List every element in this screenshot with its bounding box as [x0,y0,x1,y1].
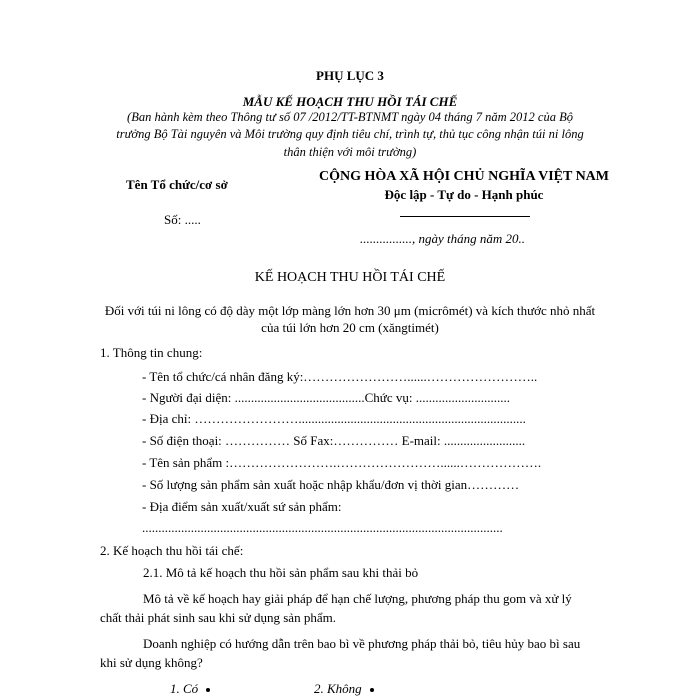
org-name-label: Tên Tổ chức/cơ sở [126,177,228,192]
field-address: - Địa chỉ: ……………………...................................................................... [142,411,526,426]
subject-line-2: của túi lớn hơn 20 cm (xăngtimét) [261,320,439,335]
section-2-heading: 2. Kế hoạch thu hồi tái chế: [100,543,244,558]
section-1-heading: 1. Thông tin chung: [100,345,203,360]
field-phone-fax-email: - Số điện thoại: …………… Số Fax:…………… E-mail: ......................... [142,433,526,448]
bullet-icon [370,688,374,692]
para1-line-1: Mô tả về kế hoạch hay giải pháp để hạn chế lượng, phương pháp thu gom và xử lý [143,591,572,606]
plan-title: KẾ HOẠCH THU HỒI TÁI CHẾ [254,270,446,285]
issued-note-line-3: thân thiện với môi trường) [283,145,417,159]
bullet-icon [206,688,210,692]
date-line: ................, ngày tháng năm 20.. [360,231,526,246]
subject-line-1: Đối với túi ni lông có độ dày một lớp màng lớn hơn 30 μm (micrômét) và kích thước nhỏ nhất [104,303,596,318]
issued-note-line-1: (Ban hành kèm theo Thông tư số 07 /2012/TT-BTNMT ngày 04 tháng 7 năm 2012 của Bộ [127,110,573,124]
option-no: 2. Không [314,681,374,697]
motto-underline [400,216,530,217]
section-2-1-heading: 2.1. Mô tả kế hoạch thu hồi sản phẩm sau khi thải bỏ [143,565,419,580]
field-org-name: - Tên tổ chức/cá nhân đăng ký:……………………......…………………….. [142,369,538,384]
para2-line-2: khi sử dụng không? [100,655,203,670]
document-number: Số: ..... [164,212,201,227]
form-title: MẪU KẾ HOẠCH THU HỒI TÁI CHẾ [242,94,458,109]
para1-line-2: chất thải phát sinh sau khi sử dụng sản phẩm. [100,610,336,625]
para2-line-1: Doanh nghiệp có hướng dẫn trên bao bì về phương pháp thải bỏ, tiêu hủy bao bì sau [143,636,581,651]
appendix-title: PHỤ LỤC 3 [316,68,384,83]
motto: Độc lập - Tự do - Hạnh phúc [384,187,544,202]
issued-note-line-2: trưởng Bộ Tài nguyên và Môi trường quy định tiêu chí, trình tự, thủ tục công nhận túi ni lông [116,127,584,141]
field-product-name: - Tên sản phẩm :…………………….……………………......………………. [142,455,542,470]
field-production-location: - Địa điểm sản xuất/xuất sứ sản phẩm: [142,499,342,514]
option-yes: 1. Có [170,681,210,697]
field-location-dots: ............................................................................................................... [142,520,503,535]
nation-title: CỘNG HÒA XÃ HỘI CHỦ NGHĨA VIỆT NAM [318,169,609,184]
field-quantity: - Số lượng sản phẩm sản xuất hoặc nhập khẩu/đơn vị thời gian………… [142,477,520,492]
field-representative: - Người đại diện: ........................................Chức vụ: ............................. [142,390,510,405]
